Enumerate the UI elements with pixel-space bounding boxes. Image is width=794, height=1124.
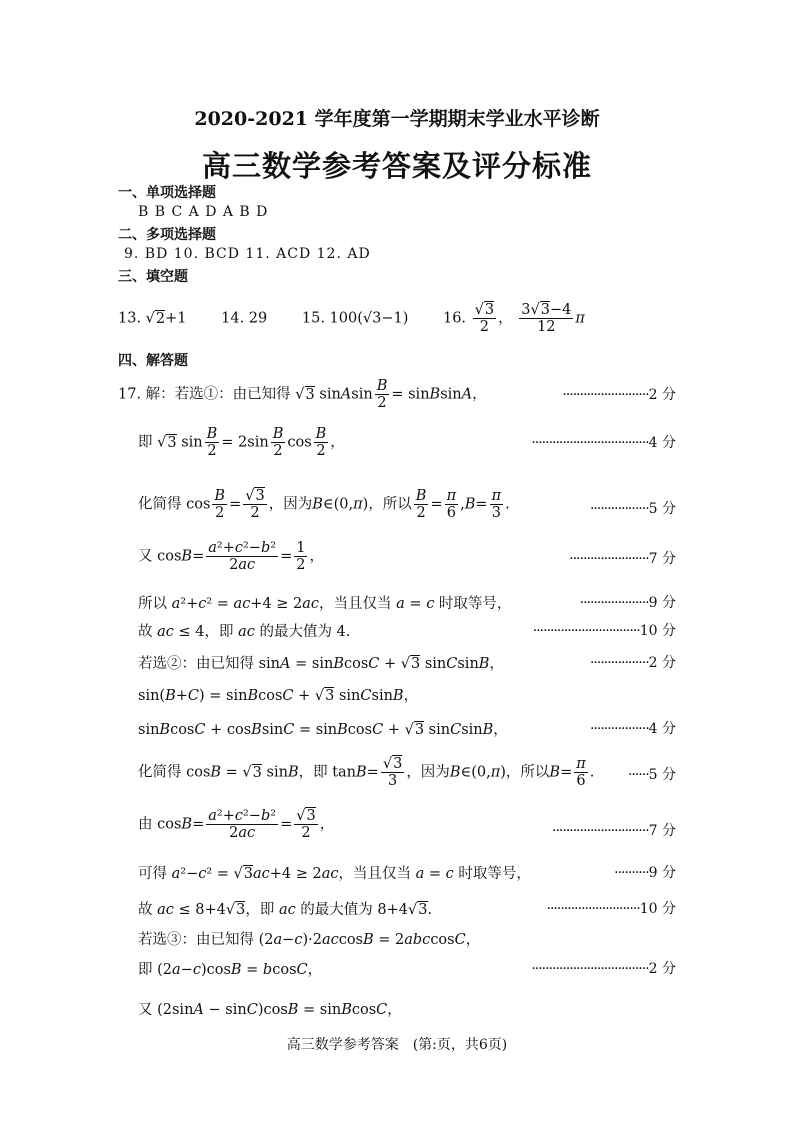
score-7: ·······················7 分 <box>569 551 676 567</box>
q17-opt2-line2: sin(B+C) = sinBcosC + √3 sinCsinB， <box>138 688 419 704</box>
q17-opt2-line7: 故 ac ≤ 8+4√3，即 ac 的最大值为 8+4√3. <box>138 902 433 918</box>
score-5: ······5 分 <box>627 767 676 783</box>
q17-opt2-line4: 化简得 cosB = √3 sinB，即 tanB= $\frac{√3}{3}$ ，因为B∈(0,π)，所以B= $\frac{\pi}{6}$ . <box>138 756 595 789</box>
q17-opt2-line5: 由 cosB= $\frac{\text{a²+c²−b²}}{2ac}$ = $\frac{√3}{2}$ ， <box>138 808 335 841</box>
section-fill-blank: 三、填空题 <box>118 269 188 285</box>
score-7: ····························7 分 <box>552 823 676 839</box>
multi-choice-answers: 9. BD 10. BCD 11. ACD 12. AD <box>124 246 371 262</box>
score-4: ·················4 分 <box>589 721 676 737</box>
q17-opt1-line2: 即 √3 sin $\frac{B}{2}$ = 2sin $\frac{B}{2}$ cos $\frac{B}{2}$ ， <box>138 426 345 459</box>
q17-opt2-line6: 可得 a²−c² = √3ac+4 ≥ 2ac，当且仅当 a = c 时取等号， <box>138 866 531 882</box>
score-2: ·························2 分 <box>562 387 676 403</box>
score-4: ··································4 分 <box>531 435 676 451</box>
fill-blank-answers: 13. √2+1 14. 29 15. 100(√3−1) 16. $\frac{√3}{2}$ ， $\frac{3√3-4}{12}$ π <box>118 302 585 335</box>
page-footer: 高三数学参考答案 (第:页，共6页) <box>286 1037 508 1053</box>
q17-opt2-line3: sinBcosC + cosBsinC = sinBcosC + √3 sinCsinB， <box>138 722 508 738</box>
q17-opt1-line6: 故 ac ≤ 4，即 ac 的最大值为 4. <box>138 624 351 640</box>
score-5: ·················5 分 <box>589 501 676 517</box>
q17-opt1-line4: 又 cosB= $\frac{\text{a²+c²−b²}}{2ac}$ = $\frac{1}{2}$ ， <box>138 540 324 573</box>
q17-opt2-line1: 若选②：由已知得 sinA = sinBcosC + √3 sinCsinB， <box>138 656 504 672</box>
section-multi-choice: 二、多项选择题 <box>118 227 216 243</box>
exam-term-title: 2020-2021 学年度第一学期期末学业水平诊断 <box>194 108 600 130</box>
score-9: ····················9 分 <box>579 595 676 611</box>
q17-opt1-line5: 所以 a²+c² = ac+4 ≥ 2ac，当且仅当 a = c 时取等号， <box>138 596 512 612</box>
q17-opt3-line2: 即 (2a−c)cosB = bcosC， <box>138 962 323 978</box>
q17-opt3-line1: 若选③：由已知得 (2a−c)·2accosB = 2abccosC， <box>138 932 481 948</box>
score-10: ·······························10 分 <box>532 623 676 639</box>
score-9: ··········9 分 <box>614 865 676 881</box>
q17-opt1-line1: 17. 解：若选①：由已知得 √3 sinAsin $\frac{B}{2}$ = sinBsinA， <box>118 378 487 411</box>
q17-opt1-line3: 化简得 cos $\frac{B}{2}$ = $\frac{√3}{2}$ ，因为B∈(0,π)，所以 $\frac{B}{2}$ = $\frac{\pi}{6}$ ,B= $\frac{\pi}{3}$ . <box>138 488 510 521</box>
q17-opt3-line3: 又 (2sinA − sinC)cosB = sinBcosC， <box>138 1002 402 1018</box>
single-choice-answers: B B C A D A B D <box>138 204 269 220</box>
score-2: ·················2 分 <box>589 655 676 671</box>
section-single-choice: 一、单项选择题 <box>118 185 216 201</box>
score-2: ··································2 分 <box>531 961 676 977</box>
score-10: ···························10 分 <box>546 901 676 917</box>
document-title: 高三数学参考答案及评分标准 <box>201 149 592 183</box>
section-solutions: 四、解答题 <box>118 353 188 369</box>
